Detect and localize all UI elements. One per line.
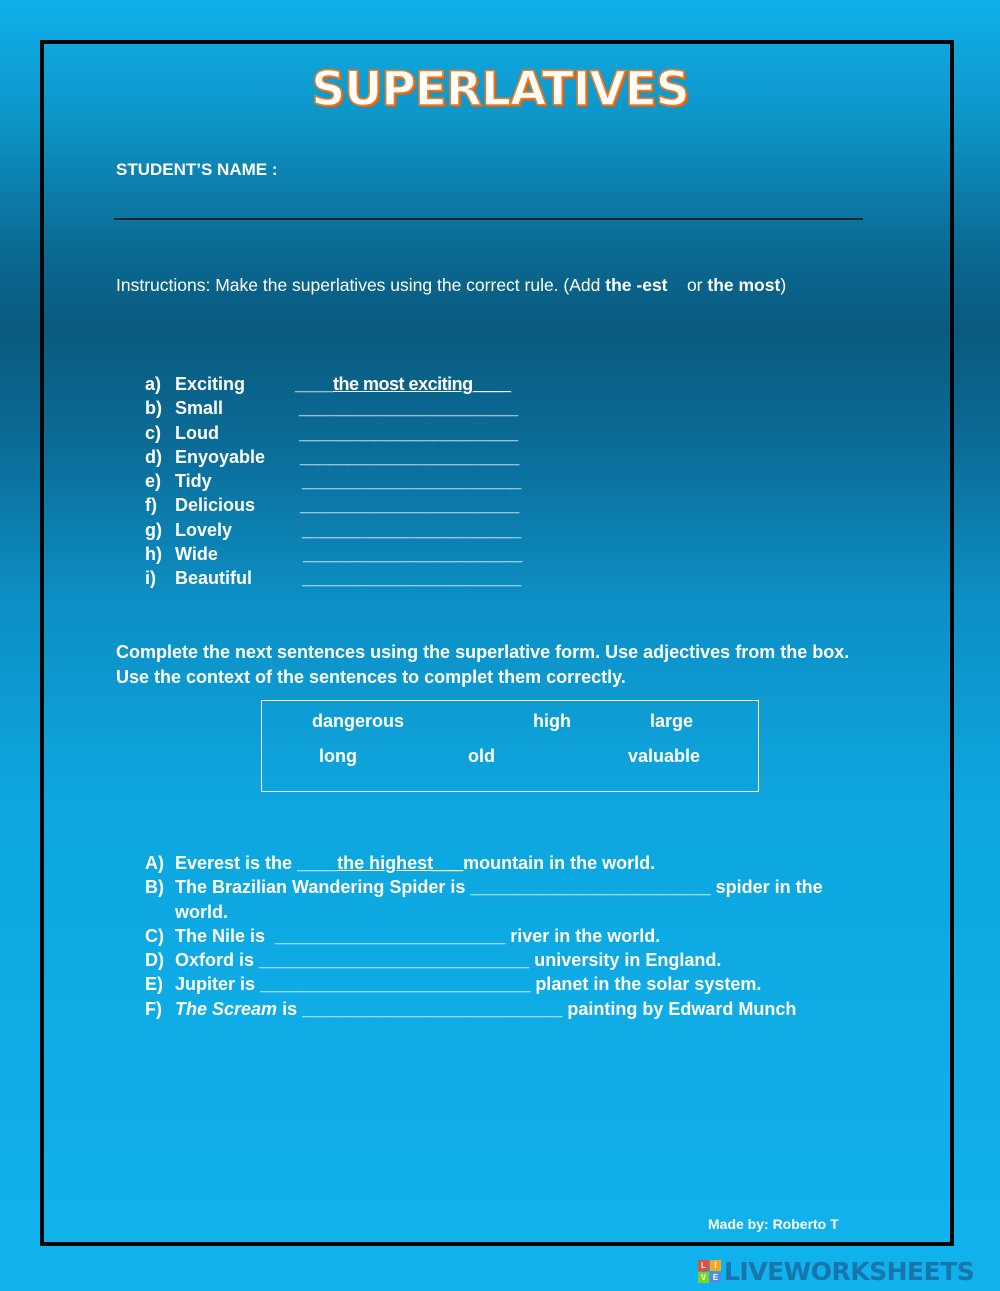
instructions	[116, 273, 836, 297]
sentence-letter: B)	[145, 877, 164, 898]
item-word: Wide	[175, 544, 218, 565]
answer-blank[interactable]: _______________________	[302, 471, 521, 492]
item-letter: d)	[145, 446, 162, 467]
instructions-connector: or	[667, 275, 708, 295]
box-word: old	[468, 746, 495, 766]
box-word: valuable	[628, 746, 701, 766]
logo-letter: E	[710, 1272, 721, 1283]
author-credit: Made by: Roberto T	[708, 1216, 839, 1232]
box-word: dangerous	[312, 711, 405, 731]
answer-blank[interactable]: _______________________	[303, 544, 522, 565]
item-word: Enyoyable	[175, 446, 266, 467]
watermark-text: LIVEWORKSHEETS	[724, 1256, 975, 1286]
sentence-item	[145, 948, 865, 972]
sentence-item	[145, 851, 865, 875]
logo-letter: L	[698, 1260, 709, 1271]
sentence-letter: D)	[145, 950, 164, 971]
logo-letter: I	[710, 1260, 721, 1271]
answer-blank[interactable]: _______________________	[302, 568, 521, 589]
item-letter: a)	[145, 374, 162, 394]
liveworksheets-logo-icon	[698, 1260, 721, 1283]
answer-blank[interactable]: _______________________	[300, 495, 519, 516]
item-letter: h)	[145, 544, 162, 565]
sentence-letter: F)	[145, 998, 162, 1019]
worksheet-title: SUPERLATIVES	[311, 62, 689, 117]
sentence-item	[145, 972, 865, 996]
answer-blank[interactable]: _______________________	[299, 398, 518, 419]
answer-field[interactable]	[295, 372, 511, 396]
sentence-item	[145, 875, 865, 924]
sentence-item	[145, 924, 865, 948]
item-word: Beautiful	[175, 568, 253, 589]
answer-blank[interactable]: _______________________	[300, 446, 519, 467]
answer-text: the most exciting____	[333, 374, 511, 394]
sentence-text: Everest is the ____	[175, 853, 338, 873]
student-name-line[interactable]	[114, 218, 863, 220]
answer-blank[interactable]: _______________________	[302, 519, 521, 540]
sentence-text[interactable]: Jupiter is ___________________________ planet in the solar system.	[175, 974, 762, 995]
sentence-letter: C)	[145, 925, 164, 946]
item-word: Loud	[175, 422, 219, 443]
instructions-end: )	[780, 275, 787, 295]
sentence-text[interactable]: The Nile is _______________________ river in the world.	[175, 925, 661, 946]
answer-blank[interactable]: _______________________	[299, 422, 518, 443]
rule-est: the -est	[605, 275, 668, 295]
answer-prefix: ____	[295, 374, 334, 394]
box-word: long	[319, 746, 357, 766]
sentences-list	[145, 851, 865, 1021]
box-word: large	[650, 711, 694, 731]
sentence-letter: E)	[145, 974, 163, 995]
instructions-text: Instructions: Make the superlatives using the correct rule. (Add	[116, 275, 606, 295]
item-letter: f)	[145, 495, 157, 516]
logo-letter: V	[698, 1272, 709, 1283]
item-word: Tidy	[175, 471, 212, 492]
liveworksheets-watermark	[698, 1256, 974, 1286]
item-word: Lovely	[175, 519, 233, 540]
item-letter: b)	[145, 398, 162, 419]
sentence-text[interactable]: Oxford is ___________________________ university in England.	[175, 950, 722, 971]
sentence-answer[interactable]: the highest___	[337, 853, 464, 873]
item-letter: g)	[145, 519, 162, 540]
sentence-text[interactable]: The Brazilian Wandering Spider is ________________________ spider in the world.	[175, 877, 823, 922]
exercise2-instructions: Complete the next sentences using the superlative form. Use adjectives from the box. Use the context of the sentences to complet them correctly.	[116, 642, 850, 687]
adjective-word-box	[261, 700, 759, 792]
item-word: Small	[175, 398, 224, 419]
item-word: Exciting	[175, 374, 246, 394]
sentence-item	[145, 997, 865, 1021]
sentence-text-end: mountain in the world.	[463, 853, 656, 873]
painting-title: The Scream	[175, 998, 278, 1019]
sentence-letter: A)	[145, 853, 164, 873]
rule-most: the most	[707, 275, 781, 295]
item-letter: i)	[145, 568, 156, 589]
item-letter: c)	[145, 422, 162, 443]
student-name-label: STUDENT’S NAME :	[116, 160, 278, 179]
box-word: high	[533, 711, 571, 731]
sentence-text[interactable]: is __________________________ painting by Edward Munch	[277, 998, 797, 1019]
item-letter: e)	[145, 471, 162, 492]
item-word: Delicious	[175, 495, 256, 516]
